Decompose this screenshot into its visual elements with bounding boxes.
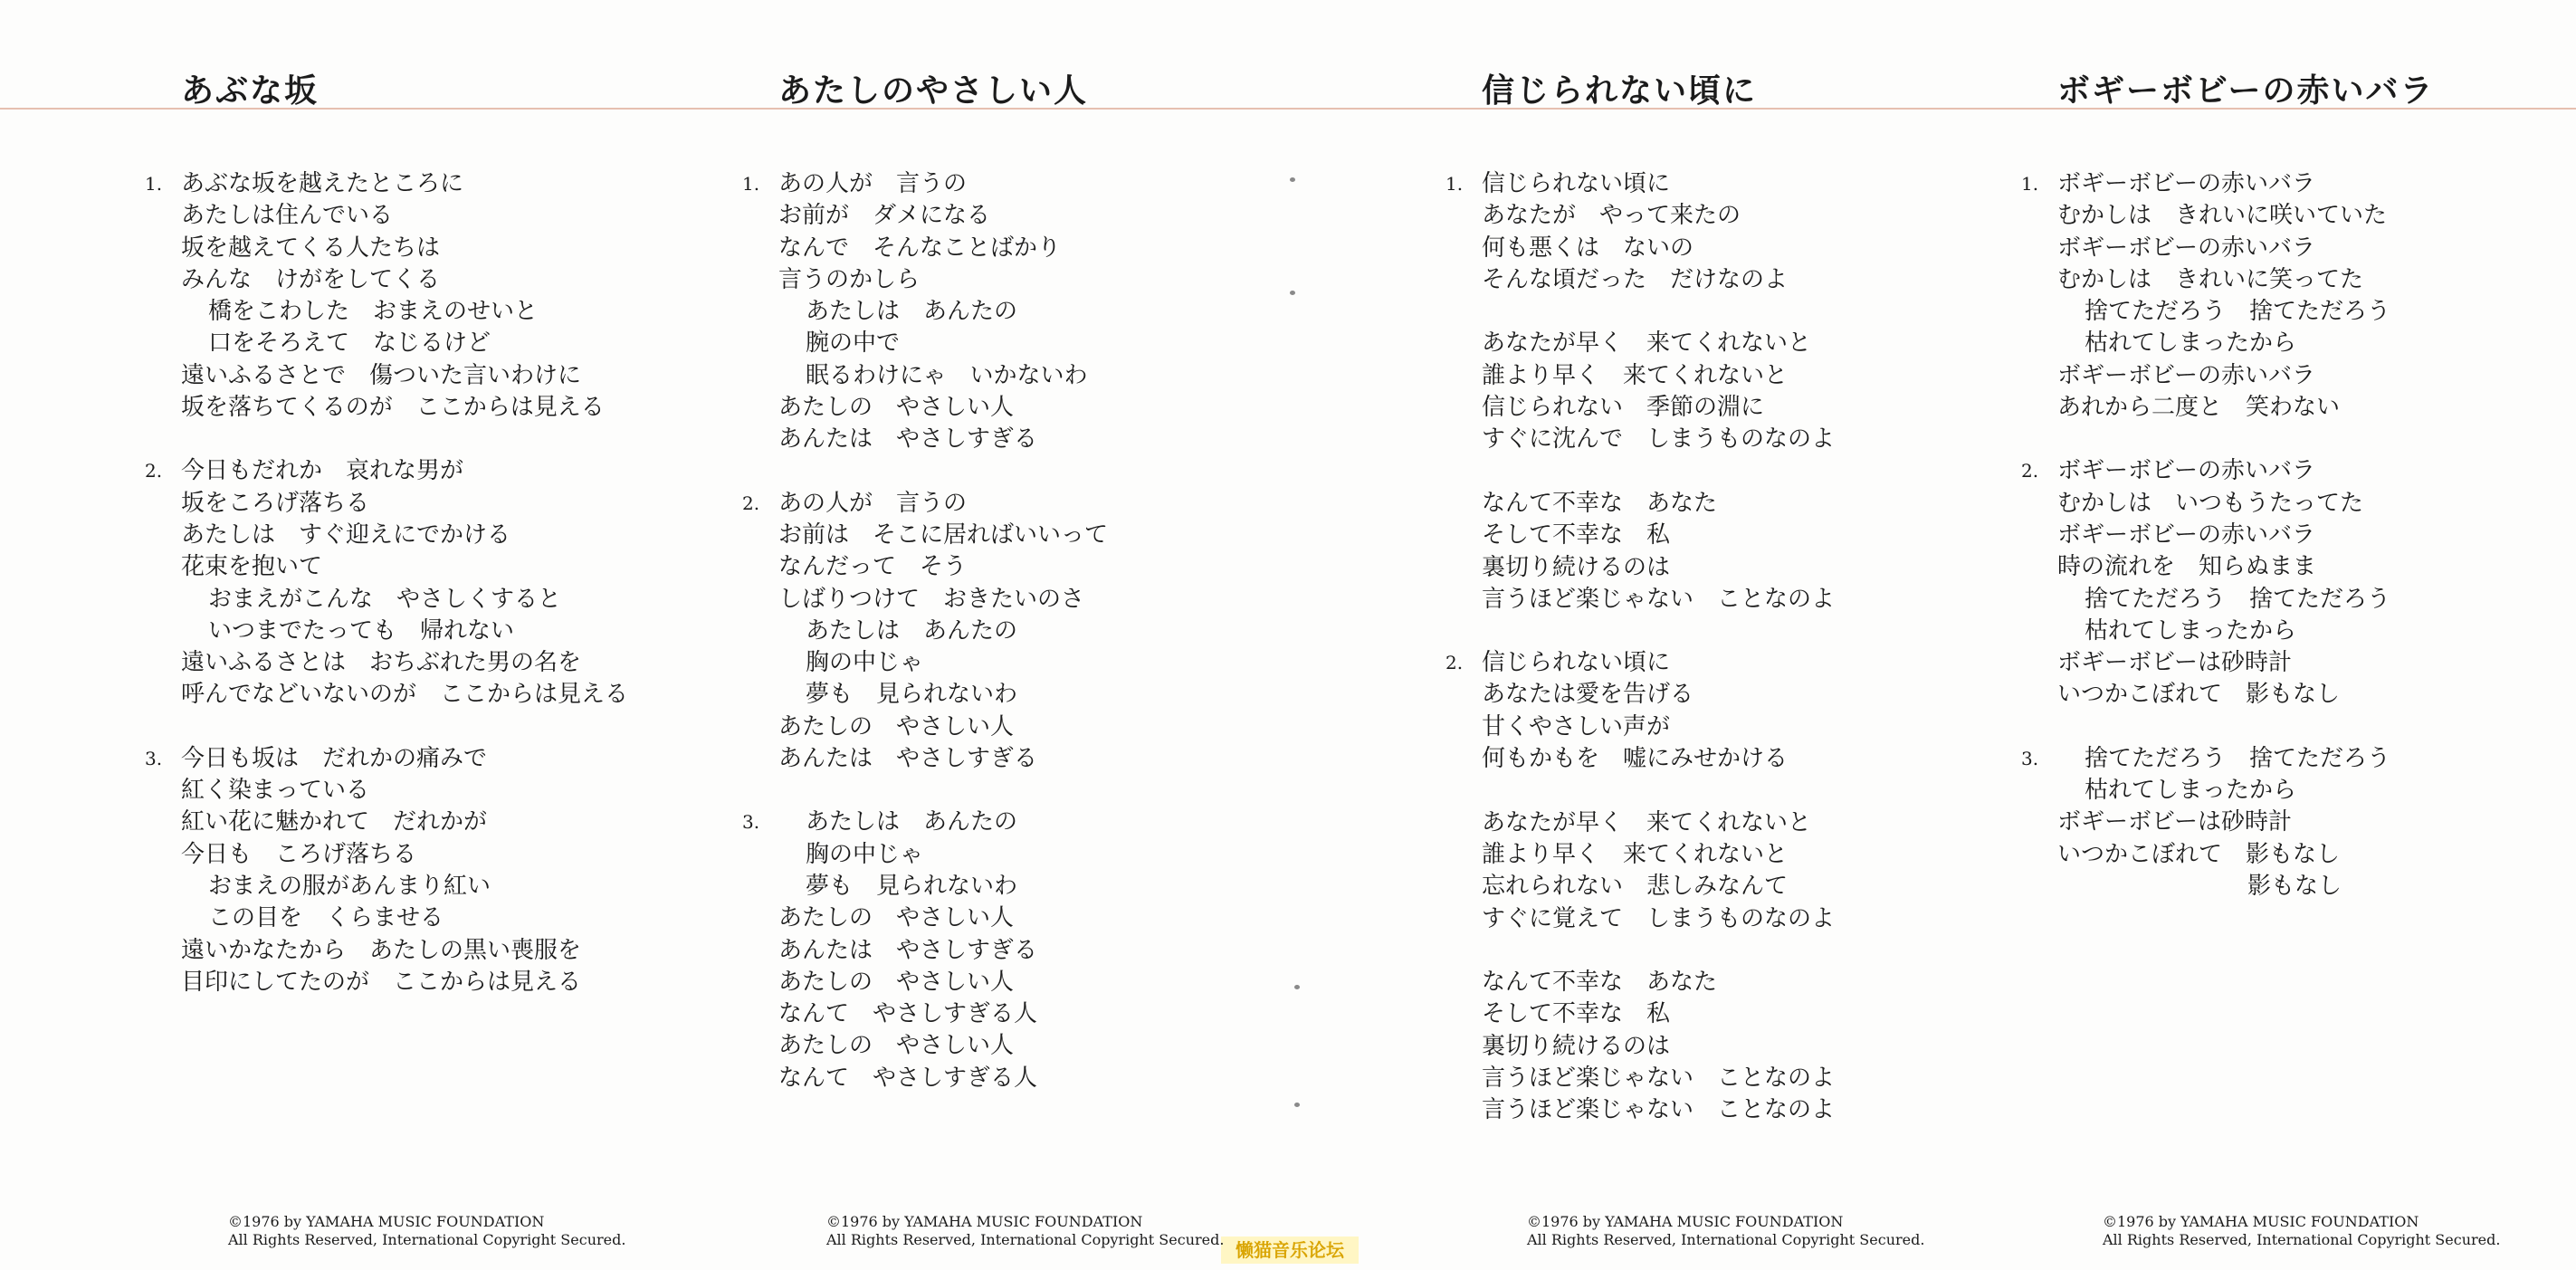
copyright-notice [1527, 1213, 1924, 1249]
lyric-line [2057, 392, 2390, 424]
lyric-line [181, 520, 628, 551]
lyric-line [181, 551, 628, 583]
scan-speck [1290, 291, 1295, 295]
lyric-text: あたしは住んでいる [181, 202, 394, 230]
lyric-line [1482, 360, 1835, 392]
verse [2021, 168, 2391, 424]
verse [1445, 647, 1836, 1126]
lyric-line [2057, 647, 2390, 679]
lyric-text: 紅く染まっている [181, 777, 370, 805]
lyric-line [2057, 296, 2390, 328]
lyric-text: すぐに覚えて しまうものなのよ [1482, 904, 1836, 932]
lyric-line [2057, 679, 2390, 711]
stanza-gap [1482, 775, 1835, 807]
lyric-text: 紅い花に魅かれて だれかが [181, 808, 488, 836]
lyric-text: 忘れられない 悲しみなんて [1482, 873, 1789, 901]
lyric-line [1445, 647, 1835, 679]
lyric-line [778, 743, 1108, 775]
lyric-text: 何も悪くは ないの [1482, 234, 1694, 262]
lyric-text: あたしは すぐ迎えにでかける [181, 520, 511, 549]
verse [145, 455, 629, 711]
lyric-text: あぶな坂を越えたところに [181, 170, 464, 197]
lyric-line [181, 488, 628, 520]
lyric-text: いつかこぼれて 影もなし [2057, 840, 2341, 868]
lyric-text: なんて不幸な あなた [1482, 969, 1718, 997]
lyric-text: すぐに沈んで しまうものなのよ [1482, 425, 1836, 454]
lyric-line [778, 328, 1108, 359]
lyric-text: おまえがこんな やさしくすると [208, 585, 562, 613]
lyric-text: 枯れてしまったから [2085, 777, 2297, 805]
lyric-text: 何もかもを 嘘にみせかける [1482, 745, 1789, 773]
lyric-text: 信じられない頃に [1482, 649, 1671, 677]
verse-number: 1. [2021, 173, 2039, 195]
copyright-line: All Rights Reserved, International Copyright Secured. [228, 1231, 626, 1248]
verse-number: 2. [145, 460, 163, 482]
lyric-line [181, 647, 628, 679]
lyric-line [181, 584, 628, 616]
lyric-line [778, 200, 1108, 232]
lyric-line [1482, 871, 1835, 902]
lyric-text: この目を くらませる [208, 904, 444, 932]
lyric-line [1482, 711, 1835, 743]
lyric-line [778, 616, 1108, 647]
copyright-line: ©1976 by YAMAHA MUSIC FOUNDATION [2103, 1213, 2419, 1230]
verse-number: 2. [2021, 460, 2039, 482]
lyric-line [181, 967, 628, 998]
scan-speck [1290, 177, 1295, 182]
lyric-line [778, 551, 1108, 583]
lyric-text: あたしは あんたの [806, 808, 1018, 836]
lyric-line [1482, 488, 1835, 520]
lyric-line [2057, 584, 2390, 616]
lyric-line [1482, 424, 1835, 455]
lyric-text: 誰より早く 来てくれないと [1482, 840, 1789, 868]
lyric-line [181, 296, 628, 328]
lyric-line [1482, 1094, 1835, 1126]
copyright-line: ©1976 by YAMAHA MUSIC FOUNDATION [826, 1213, 1143, 1230]
lyric-text: 遠いふるさとで 傷ついた言いわけに [181, 361, 582, 389]
scan-speck [1294, 985, 1300, 989]
lyric-text: むかしは きれいに咲いていた [2057, 202, 2388, 230]
lyric-line [181, 392, 628, 424]
lyric-line [778, 839, 1108, 871]
lyric-text: 遠いふるさとは おちぶれた男の名を [181, 649, 582, 677]
lyric-text: あたしは あんたの [806, 298, 1018, 326]
lyric-line [181, 264, 628, 296]
lyric-line [181, 679, 628, 711]
verse [742, 168, 1108, 456]
lyric-line [742, 807, 1108, 838]
copyright-line: All Rights Reserved, International Copyright Secured. [826, 1231, 1225, 1248]
lyric-line [2057, 328, 2390, 359]
lyric-line [1445, 168, 1835, 200]
lyric-line [778, 296, 1108, 328]
verse [1445, 168, 1836, 616]
lyric-text: なんて やさしすぎる人 [778, 1000, 1038, 1028]
lyric-text: 夢も 見られないわ [806, 872, 1018, 900]
verse [2021, 455, 2391, 711]
verse-number: 1. [1445, 173, 1464, 195]
copyright-notice [826, 1213, 1224, 1249]
lyric-line [2021, 743, 2391, 775]
lyric-line [1482, 743, 1835, 775]
lyric-line [2057, 264, 2390, 296]
lyric-text: ボギーボビーの赤いバラ [2057, 234, 2315, 262]
lyric-line [181, 360, 628, 392]
lyric-text: 裏切り続けるのは [1482, 1032, 1671, 1060]
lyric-text: あんたは やさしすぎる [778, 936, 1038, 964]
lyric-line [181, 902, 628, 934]
lyric-line [778, 233, 1108, 264]
lyric-text: あたしの やさしい人 [778, 712, 1015, 740]
lyric-line [2057, 488, 2390, 520]
lyric-text: 影もなし [2247, 872, 2342, 900]
lyric-line [2057, 775, 2390, 807]
lyric-line [2057, 520, 2390, 551]
copyright-notice [2103, 1213, 2500, 1249]
lyric-line [778, 647, 1108, 679]
song-title: あぶな坂 [181, 72, 320, 110]
lyric-text: 口をそろえて なじるけど [208, 329, 491, 358]
lyric-line [778, 967, 1108, 998]
lyric-line [181, 871, 628, 902]
lyric-text: あんたは やさしすぎる [778, 425, 1038, 454]
lyric-line [1482, 200, 1835, 232]
lyric-line [1482, 328, 1835, 359]
lyric-text: 坂を落ちてくるのが ここからは見える [181, 394, 605, 422]
lyric-text: 枯れてしまったから [2085, 616, 2297, 645]
lyric-text: 言うのかしら [778, 265, 921, 293]
forum-watermark: 懒猫音乐论坛 [1221, 1237, 1359, 1264]
verse-number: 1. [742, 173, 760, 195]
lyric-line [181, 328, 628, 359]
lyric-line [1482, 1063, 1835, 1094]
lyric-line [2057, 233, 2390, 264]
lyric-text: あたしの やさしい人 [778, 968, 1015, 996]
lyric-text: むかしは きれいに笑ってた [2057, 265, 2364, 293]
copyright-line: All Rights Reserved, International Copyright Secured. [2103, 1231, 2501, 1248]
verse [742, 488, 1109, 776]
lyrics-column [1445, 168, 1836, 1159]
song-title: あたしのやさしい人 [778, 72, 1089, 110]
lyric-line [1482, 807, 1835, 839]
song-title: 信じられない頃に [1482, 72, 1758, 110]
lyric-text: 坂を越えてくる人たちは [181, 234, 441, 262]
lyric-text: あたしの やさしい人 [778, 904, 1015, 932]
lyric-text: 捨てただろう 捨てただろう [2085, 744, 2391, 772]
lyric-text: あの人が 言うの [778, 489, 968, 517]
lyric-text: 胸の中じゃ [806, 840, 924, 868]
lyric-line [742, 168, 1108, 200]
lyric-line [1482, 839, 1835, 871]
lyric-line [1482, 552, 1835, 584]
lyric-text: ボギーボビーの赤いバラ [2057, 170, 2315, 197]
lyric-text: 呼んでなどいないのが ここからは見える [181, 681, 629, 709]
verse-number: 2. [742, 492, 760, 514]
lyric-text: なんて やさしすぎる人 [778, 1064, 1038, 1092]
lyric-text: あなたは愛を告げる [1482, 681, 1694, 709]
lyric-text: なんて不幸な あなた [1482, 489, 1718, 517]
lyric-line [2021, 455, 2390, 487]
lyric-text: 夢も 見られないわ [806, 681, 1018, 709]
lyric-text: 枯れてしまったから [2085, 329, 2297, 358]
lyric-text: なんだって そう [778, 553, 968, 581]
verse [742, 807, 1108, 1094]
lyric-text: 眠るわけにゃ いかないわ [806, 361, 1088, 389]
lyric-text: 坂をころげ落ちる [181, 489, 370, 517]
lyric-text: 今日もだれか 哀れな男が [181, 457, 464, 485]
lyric-line [2057, 616, 2390, 647]
lyric-line [181, 839, 628, 871]
lyric-text: あたしの やさしい人 [778, 1032, 1015, 1060]
lyric-text: 腕の中で [806, 329, 901, 358]
lyric-text: ボギーボビーの赤いバラ [2057, 457, 2315, 485]
lyric-text: みんな けがをしてくる [181, 265, 441, 293]
lyric-line [181, 935, 628, 967]
verse-number: 3. [742, 811, 760, 834]
lyric-text: 今日も坂は だれかの痛みで [181, 744, 488, 772]
lyric-line [778, 902, 1108, 934]
lyric-line [778, 1030, 1108, 1062]
lyric-text: あなたが早く 来てくれないと [1482, 329, 1812, 358]
lyric-text: 甘くやさしい声が [1482, 712, 1671, 740]
lyric-line [2021, 168, 2390, 200]
lyric-line [1482, 1031, 1835, 1063]
lyric-line [1482, 903, 1835, 935]
lyric-line [1482, 998, 1835, 1030]
copyright-line: ©1976 by YAMAHA MUSIC FOUNDATION [228, 1213, 545, 1230]
lyric-line [181, 807, 628, 838]
lyric-text: 裏切り続けるのは [1482, 553, 1671, 581]
lyric-line [2057, 551, 2390, 583]
song-title: ボギーボビーの赤いバラ [2057, 72, 2435, 110]
copyright-line: All Rights Reserved, International Copyright Secured. [1527, 1231, 1925, 1248]
lyric-line [145, 168, 628, 200]
lyric-text: 花束を抱いて [181, 553, 323, 581]
lyric-line [2057, 871, 2390, 902]
lyric-line [145, 455, 628, 487]
lyric-text: あんたは やさしすぎる [778, 745, 1038, 773]
lyric-text: むかしは いつもうたってた [2057, 489, 2364, 517]
lyric-line [1482, 520, 1835, 551]
lyric-text: あなたが やって来たの [1482, 202, 1741, 230]
lyric-line [1482, 584, 1835, 616]
lyric-line [181, 616, 628, 647]
lyric-line [181, 200, 628, 232]
lyric-text: 橋をこわした おまえのせいと [208, 298, 539, 326]
lyric-text: あの人が 言うの [778, 170, 968, 197]
lyric-text: お前が ダメになる [778, 202, 991, 230]
lyric-line [778, 871, 1108, 902]
lyric-line [778, 392, 1108, 424]
lyric-text: ボギーボビーの赤いバラ [2057, 520, 2315, 549]
lyrics-column [145, 168, 629, 1030]
lyric-line [778, 264, 1108, 296]
lyric-line [742, 488, 1108, 520]
lyric-text: しばりつけて おきたいのさ [778, 585, 1085, 613]
lyric-line [1482, 392, 1835, 424]
verse [2021, 743, 2391, 902]
lyric-text: あたしは あんたの [806, 616, 1018, 645]
lyric-text: ボギーボビーの赤いバラ [2057, 361, 2315, 389]
lyric-text: 今日も ころげ落ちる [181, 840, 417, 868]
lyric-text: ボギーボビーは砂時計 [2057, 808, 2292, 836]
verse [145, 168, 628, 424]
lyric-line [778, 424, 1108, 455]
lyric-line [1482, 679, 1835, 711]
lyric-line [778, 711, 1108, 743]
lyric-text: いつまでたっても 帰れない [208, 616, 515, 645]
lyric-text: 言うほど楽じゃない ことなのよ [1482, 585, 1836, 613]
lyric-text: 言うほど楽じゃない ことなのよ [1482, 1065, 1836, 1093]
lyric-line [181, 233, 628, 264]
lyric-line [145, 743, 628, 775]
lyric-line [778, 935, 1108, 967]
lyric-text: 捨てただろう 捨てただろう [2085, 585, 2391, 613]
lyric-line [2057, 807, 2390, 838]
verse-number: 1. [145, 173, 163, 195]
lyric-line [778, 679, 1108, 711]
lyric-line [778, 998, 1108, 1030]
lyric-text: 目印にしてたのが ここからは見える [181, 968, 582, 996]
verse-number: 2. [1445, 652, 1464, 674]
stanza-gap [1482, 935, 1835, 967]
lyric-text: そして不幸な 私 [1482, 1000, 1671, 1028]
lyric-line [2057, 839, 2390, 871]
lyric-text: ボギーボビーは砂時計 [2057, 649, 2292, 677]
lyric-line [1482, 264, 1835, 296]
stanza-gap [1482, 296, 1835, 328]
lyric-text: 胸の中じゃ [806, 649, 924, 677]
lyric-text: 誰より早く 来てくれないと [1482, 361, 1789, 389]
lyric-text: 信じられない 季節の淵に [1482, 394, 1765, 422]
scan-speck [1294, 1103, 1300, 1107]
lyric-text: お前は そこに居ればいいって [778, 520, 1109, 549]
lyric-text: あたしの やさしい人 [778, 394, 1015, 422]
lyric-text: そんな頃だった だけなのよ [1482, 265, 1789, 293]
lyric-text: 言うほど楽じゃない ことなのよ [1482, 1096, 1836, 1124]
lyrics-column [742, 168, 1109, 1126]
lyric-line [2057, 360, 2390, 392]
copyright-notice [228, 1213, 625, 1249]
lyric-text: おまえの服があんまり紅い [208, 872, 491, 900]
lyric-text: いつかこぼれて 影もなし [2057, 681, 2341, 709]
verse [145, 743, 628, 998]
lyric-line [778, 1063, 1108, 1094]
lyric-text: 信じられない頃に [1482, 170, 1671, 197]
lyric-text: なんで そんなことばかり [778, 234, 1062, 262]
verse-number: 3. [2021, 747, 2039, 769]
lyric-text: あなたが早く 来てくれないと [1482, 808, 1812, 836]
lyric-text: 時の流れを 知らぬまま [2057, 553, 2317, 581]
copyright-line: ©1976 by YAMAHA MUSIC FOUNDATION [1527, 1213, 1844, 1230]
lyric-line [778, 360, 1108, 392]
lyric-line [181, 775, 628, 807]
verse-number: 3. [145, 747, 163, 769]
lyric-line [778, 520, 1108, 551]
lyrics-column [2021, 168, 2391, 934]
stanza-gap [1482, 456, 1835, 488]
lyric-text: あれから二度と 笑わない [2057, 394, 2341, 422]
lyric-line [1482, 967, 1835, 998]
lyric-line [1482, 233, 1835, 264]
lyric-text: 遠いかなたから あたしの黒い喪服を [181, 936, 582, 964]
lyric-line [2057, 200, 2390, 232]
lyric-text: そして不幸な 私 [1482, 521, 1671, 549]
lyric-text: 捨てただろう 捨てただろう [2085, 298, 2391, 326]
lyric-line [778, 584, 1108, 616]
